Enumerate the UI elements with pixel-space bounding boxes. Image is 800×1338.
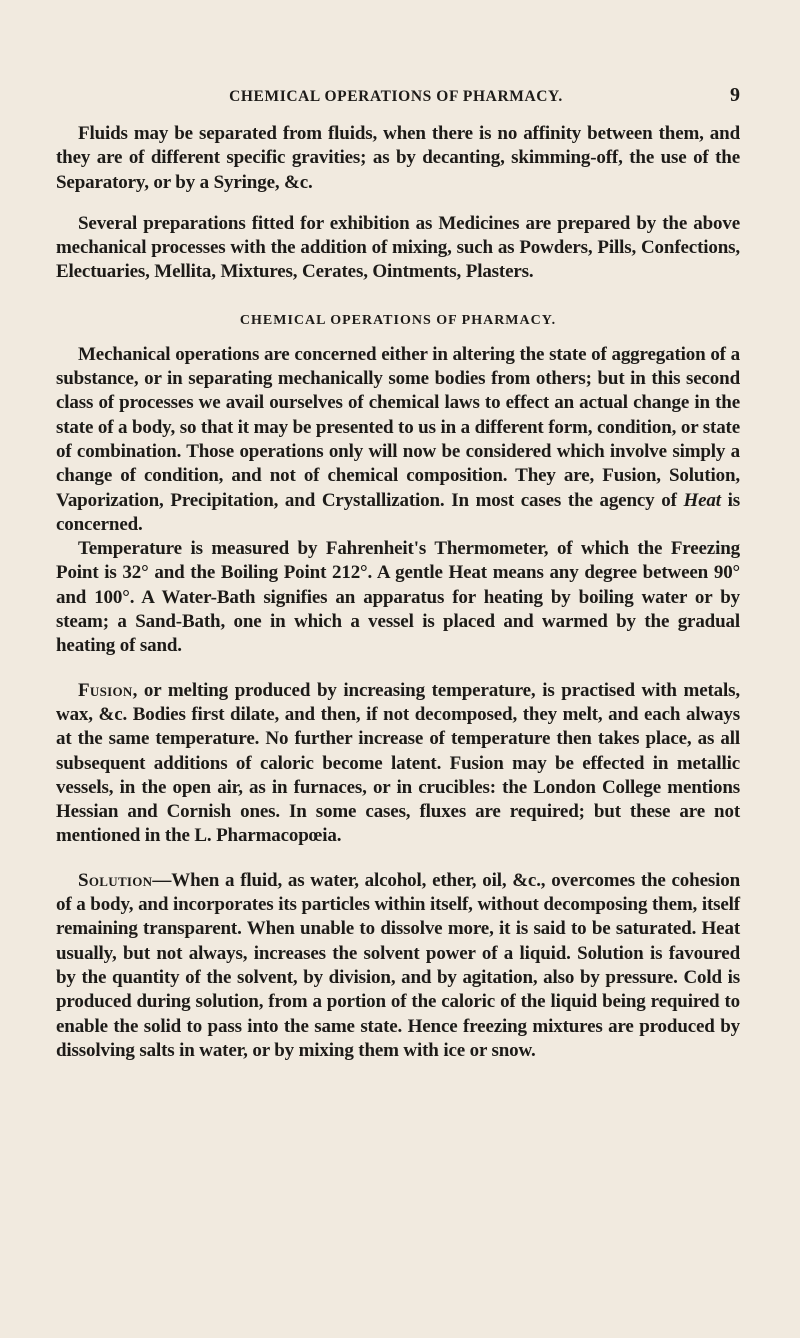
book-page [56, 86, 740, 1063]
page-number: 9 [730, 84, 740, 106]
chemical-operations-end: is concerned. [56, 489, 740, 535]
fusion-lead: Fusion [78, 679, 133, 701]
paragraph-chemical-operations [56, 343, 740, 537]
paragraph-fusion [56, 679, 740, 849]
section-heading: CHEMICAL OPERATIONS OF PHARMACY. [239, 312, 557, 328]
solution-lead: Solution [78, 869, 153, 891]
running-title: CHEMICAL OPERATIONS OF PHARMACY. [229, 88, 563, 105]
solution-text: —When a fluid, as water, alcohol, ether, oil, &c., overcomes the cohesion of a body, and incorporates its particles within itself, without decomposing them, itself remaining transparent. When unable to dissolve more, it is said to be saturated. Heat usually, but not always, increases the solvent power of a liquid. Solution is favoured by the quantity of the solvent, by division, and by agitation, also by pressure. Cold is produced during solution, from a portion of the caloric of the liquid being required to enable the solid to pass into the same state. Hence freezing mixtures are produced by dissolving salts in water, or by mixing them with ice or snow. [56, 869, 740, 1061]
paragraph-medicine-preparations: Several preparations fitted for exhibition as Medicines are prepared by the above mechanical processes with the addition of mixing, such as Powders, Pills, Confections, Electuaries, Mellita, Mixtures, Cerates, Ointments, Plasters. [56, 212, 740, 283]
paragraph-temperature: Temperature is measured by Fahrenheit's Thermometer, of which the Freezing Point is 32° and the Boiling Point 212°. A gentle Heat means any degree between 90° and 100°. A Water-Bath signifies an apparatus for heating by boiling water or by steam; a Sand-Bath, one in which a vessel is placed and warmed by the gradual heating of sand. [56, 538, 740, 657]
paragraph-solution [56, 869, 740, 1063]
paragraph-fluids-separation: Fluids may be separated from fluids, when there is no affinity between them, and they are of different specific gravities; as by decanting, skimming-off, the use of the Separatory, or by a Syringe, &c. [56, 123, 740, 193]
chemical-operations-text: Mechanical operations are concerned either in altering the state of aggregation of a substance, or in separating mechanically some bodies from others; but in this second class of processes we avail ourselves of chemical laws to effect an actual change in the state of a body, so that it may be presented to us in a different form, condition, or state of combination. Those operations only will now be considered which involve simply a change of condition, and not of chemical composition. They are, Fusion, Solution, Vaporization, Precipitation, and Crystallization. In most cases the agency of [56, 343, 740, 511]
running-header [56, 86, 740, 116]
heat-italic: Heat [683, 489, 721, 511]
fusion-text: , or melting produced by increasing temperature, is practised with metals, wax, &c. Bodies first dilate, and then, if not decomposed, they melt, and each always at the same temperature. No further increase of temperature then takes place, as all subsequent additions of caloric become latent. Fusion may be effected in metallic vessels, in the open air, as in furnaces, or in crucibles: the London College mentions Hessian and Cornish ones. In some cases, fluxes are required; but these are not mentioned in the L. Pharmacopœia. [56, 679, 740, 847]
